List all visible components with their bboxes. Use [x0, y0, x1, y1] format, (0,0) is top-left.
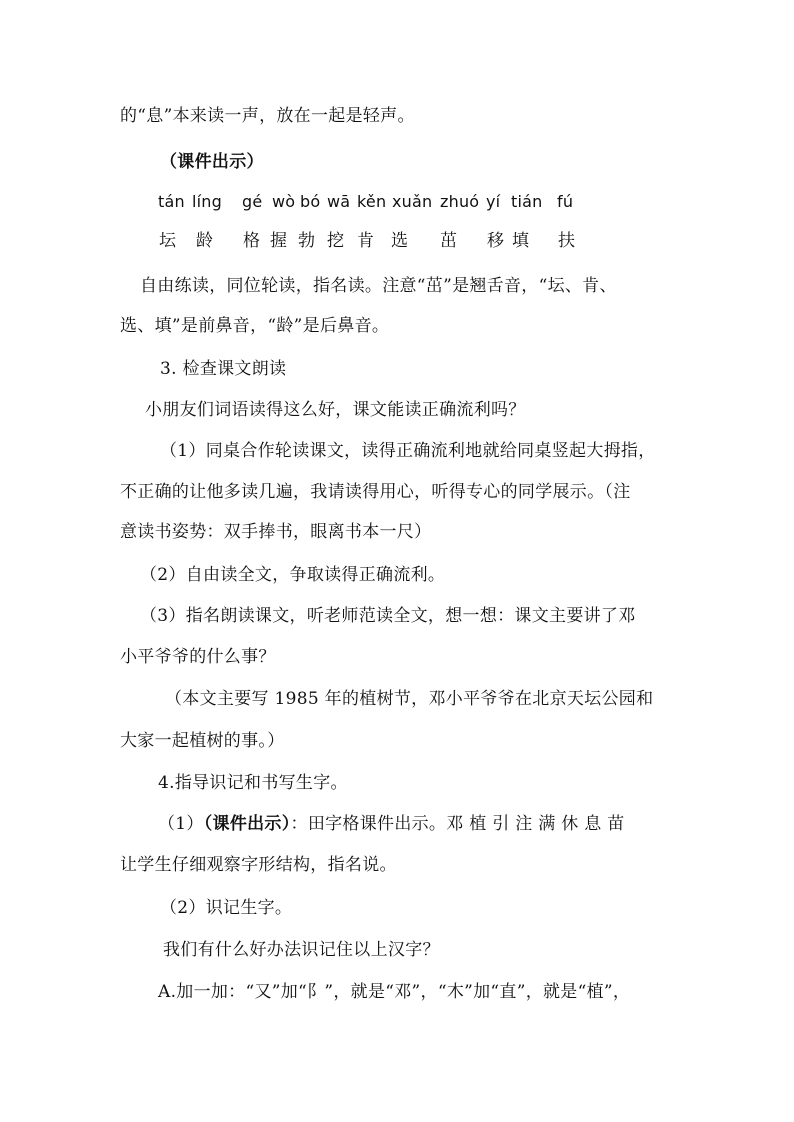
- pinyin-item: tán: [158, 192, 185, 211]
- hanzi-item: 扶: [558, 231, 575, 251]
- courseware-heading: （课件出示）: [160, 152, 264, 172]
- paragraph-text: 的“息”本来读一声，放在一起是轻声。: [120, 106, 415, 126]
- paragraph-text: （本文主要写 1985 年的植树节，邓小平爷爷在北京天坛公园和: [165, 689, 654, 709]
- hanzi-item: 格: [243, 231, 260, 251]
- section-heading: 3. 检查课文朗读: [160, 359, 287, 379]
- paragraph-text: 意读书姿势：双手捧书，眼离书本一尺）: [120, 522, 432, 542]
- paragraph-text: 我们有什么好办法识记住以上汉字？: [163, 940, 440, 960]
- paragraph-text: （1）同桌合作轮读课文，读得正确流利地就给同桌竖起大拇指，: [160, 441, 656, 461]
- paragraph-text: 小朋友们词语读得这么好，课文能读正确流利吗？: [145, 400, 526, 420]
- section-heading: 4.指导识记和书写生字。: [158, 773, 348, 793]
- hanzi-item: 移: [487, 231, 504, 251]
- courseware-label: （课件出示）: [203, 814, 291, 834]
- pinyin-item: wò: [272, 192, 296, 211]
- pinyin-item: kěn: [357, 192, 387, 211]
- pinyin-item: gé: [242, 192, 263, 211]
- pinyin-item: bó: [300, 192, 321, 211]
- hanzi-item: 挖: [327, 231, 344, 251]
- paragraph-text: ：田字格课件出示。邓 植 引 注 满 休 息 苗: [290, 814, 625, 834]
- paragraph-text: 自由练读，同位轮读，指名读。注意“茁”是翘舌音，“坛、肯、: [140, 276, 617, 296]
- hanzi-item: 肯: [357, 231, 374, 251]
- hanzi-item: 填: [512, 231, 529, 251]
- paragraph-text: 让学生仔细观察字形结构，指名说。: [120, 855, 397, 875]
- hanzi-item: 握: [270, 231, 287, 251]
- paragraph-text: （2）识记生字。: [160, 898, 293, 918]
- paragraph-text: [158, 812, 625, 836]
- pinyin-item: xuǎn: [392, 192, 433, 211]
- paragraph-text: （2）自由读全文，争取读得正确流利。: [140, 565, 446, 585]
- hanzi-item: 选: [391, 231, 408, 251]
- pinyin-item: wā: [327, 192, 351, 211]
- paragraph-prefix: （1）: [158, 814, 204, 834]
- paragraph-text: 不正确的让他多读几遍，我请读得用心，听得专心的同学展示。（注: [120, 482, 631, 502]
- pinyin-item: fú: [557, 192, 574, 211]
- paragraph-text: （3）指名朗读课文，听老师范读全文，想一想：课文主要讲了邓: [140, 606, 636, 626]
- pinyin-item: líng: [192, 192, 222, 211]
- hanzi-item: 勃: [298, 231, 315, 251]
- paragraph-text: 小平爷爷的什么事？: [120, 647, 276, 667]
- hanzi-item: 坛: [159, 231, 176, 251]
- hanzi-item: 茁: [440, 231, 457, 251]
- paragraph-text: 选、填”是前鼻音，“龄”是后鼻音。: [120, 316, 390, 336]
- paragraph-text: 大家一起植树的事。）: [120, 731, 285, 751]
- pinyin-item: tián: [511, 192, 543, 211]
- paragraph-text: A.加一加：“又”加“阝”，就是“邓”，“木”加“直”，就是“植”，: [158, 982, 631, 1002]
- pinyin-item: zhuó: [440, 192, 480, 211]
- hanzi-item: 龄: [196, 231, 213, 251]
- pinyin-item: yí: [486, 192, 501, 211]
